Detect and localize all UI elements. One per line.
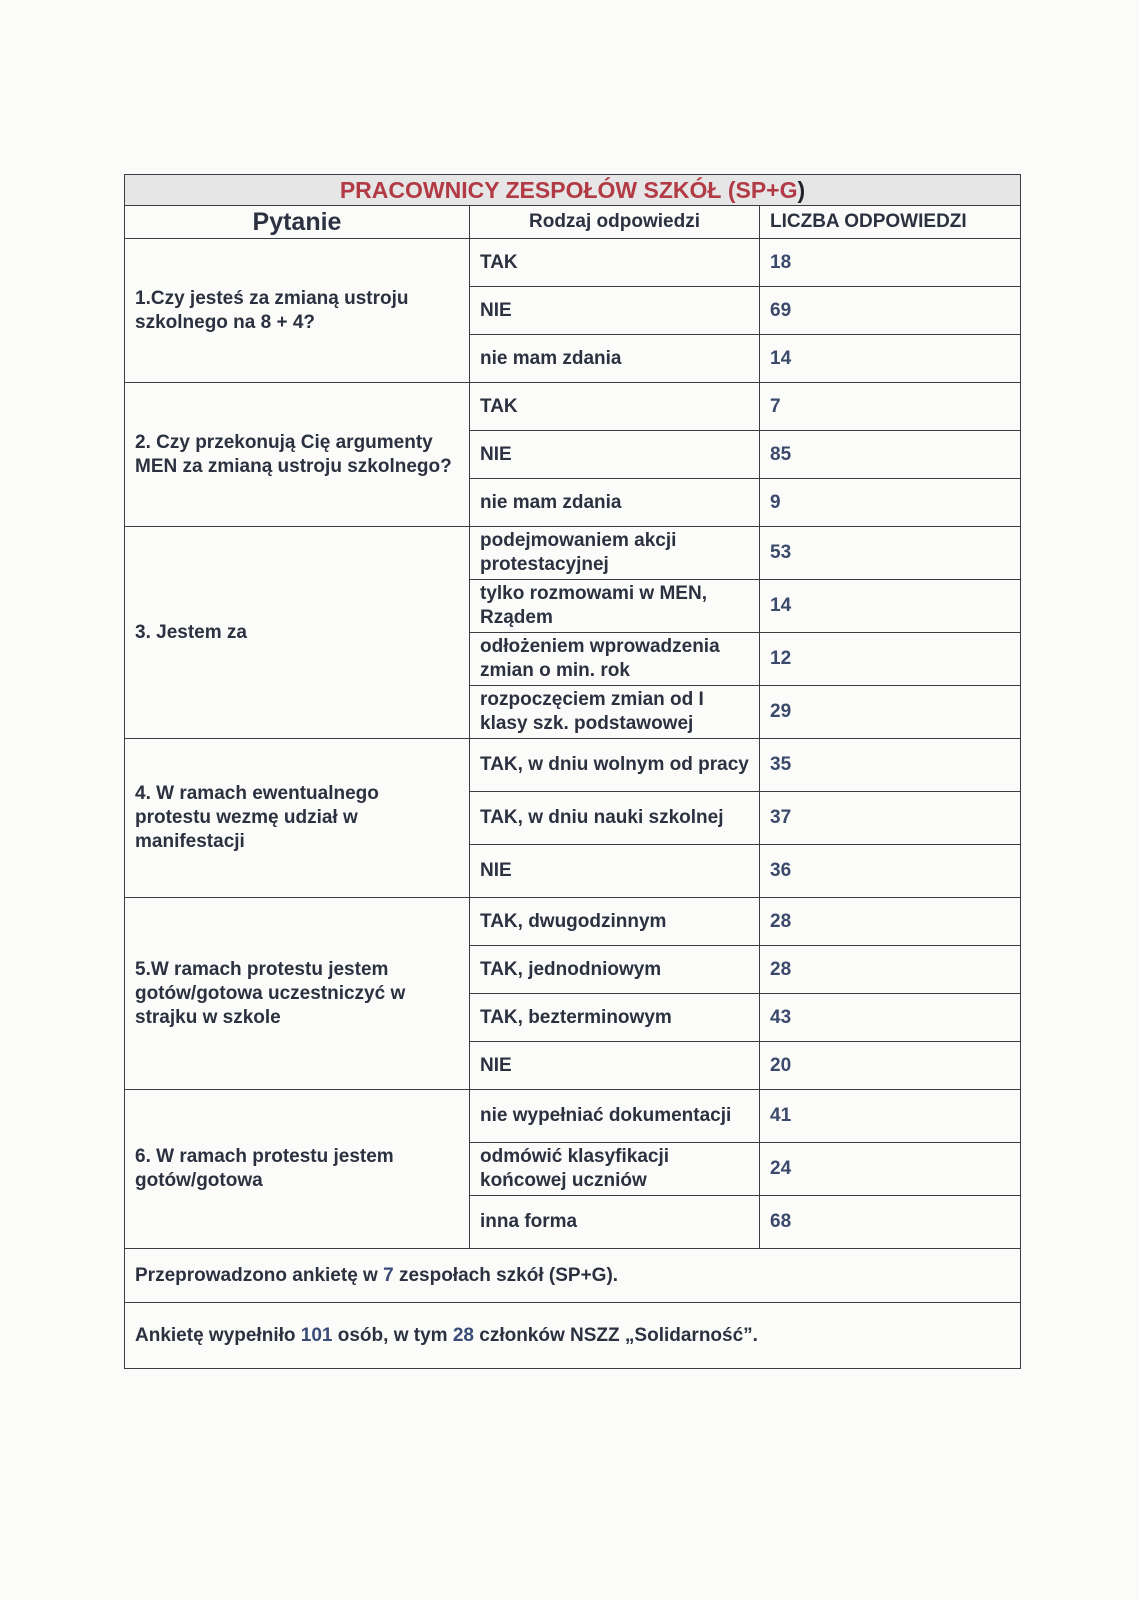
- footer-row-schools: [125, 1249, 1021, 1303]
- answer-count: 28: [760, 946, 1021, 994]
- answer-count: 14: [760, 580, 1021, 633]
- answer-label: odłożeniem wprowadzenia zmian o min. rok: [470, 633, 760, 686]
- answer-label: NIE: [470, 431, 760, 479]
- footer-respondents-text-a: Ankietę wypełniło: [135, 1324, 301, 1346]
- answer-count: 28: [760, 898, 1021, 946]
- question-2: 2. Czy przekonują Cię argumenty MEN za zmianą ustroju szkolnego?: [125, 383, 470, 527]
- question-6: 6. W ramach protestu jestem gotów/gotowa: [125, 1090, 470, 1249]
- answer-count: 24: [760, 1143, 1021, 1196]
- footer-respondents-text-c: członków NSZZ „Solidarność”.: [473, 1324, 758, 1346]
- answer-label: NIE: [470, 287, 760, 335]
- answer-label: TAK: [470, 383, 760, 431]
- answer-count: 29: [760, 686, 1021, 739]
- question-4: 4. W ramach ewentualnego protestu wezmę udział w manifestacji: [125, 739, 470, 898]
- answer-label: inna forma: [470, 1196, 760, 1249]
- answer-label: TAK, w dniu nauki szkolnej: [470, 792, 760, 845]
- survey-table: [124, 174, 1021, 1369]
- footer-respondents-text-b: osób, w tym: [332, 1324, 453, 1346]
- answer-count: 68: [760, 1196, 1021, 1249]
- answer-label: NIE: [470, 845, 760, 898]
- footer-schools-text-b: zespołach szkół (SP+G).: [393, 1264, 619, 1286]
- table-row: [125, 1090, 1021, 1143]
- table-row: [125, 898, 1021, 946]
- answer-label: TAK, jednodniowym: [470, 946, 760, 994]
- table-row: [125, 527, 1021, 580]
- answer-label: nie mam zdania: [470, 335, 760, 383]
- footer-respondents-total: 101: [300, 1324, 333, 1346]
- survey-sheet: [124, 174, 1020, 1369]
- footer-row-respondents: [125, 1303, 1021, 1369]
- footer-schools-count: 7: [383, 1264, 394, 1286]
- title-row: [125, 175, 1021, 206]
- answer-label: odmówić klasyfikacji końcowej uczniów: [470, 1143, 760, 1196]
- answer-count: 53: [760, 527, 1021, 580]
- answer-count: 36: [760, 845, 1021, 898]
- question-3: 3. Jestem za: [125, 527, 470, 739]
- answer-label: TAK, w dniu wolnym od pracy: [470, 739, 760, 792]
- header-question: Pytanie: [125, 206, 470, 239]
- answer-count: 85: [760, 431, 1021, 479]
- header-count: LICZBA ODPOWIEDZI: [760, 206, 1021, 239]
- answer-count: 37: [760, 792, 1021, 845]
- table-row: [125, 383, 1021, 431]
- answer-label: tylko rozmowami w MEN, Rządem: [470, 580, 760, 633]
- question-1: 1.Czy jesteś za zmianą ustroju szkolnego na 8 + 4?: [125, 239, 470, 383]
- table-row: [125, 739, 1021, 792]
- header-row: [125, 206, 1021, 239]
- footer-schools-note: [125, 1249, 1021, 1303]
- answer-count: 14: [760, 335, 1021, 383]
- table-title: [125, 175, 1021, 206]
- answer-count: 7: [760, 383, 1021, 431]
- table-title-close-paren: ): [797, 177, 806, 203]
- answer-count: 41: [760, 1090, 1021, 1143]
- answer-count: 35: [760, 739, 1021, 792]
- answer-count: 18: [760, 239, 1021, 287]
- footer-schools-text-a: Przeprowadzono ankietę w: [135, 1264, 384, 1286]
- answer-count: 20: [760, 1042, 1021, 1090]
- answer-count: 9: [760, 479, 1021, 527]
- table-row: [125, 239, 1021, 287]
- answer-count: 69: [760, 287, 1021, 335]
- footer-members-count: 28: [452, 1324, 474, 1346]
- answer-count: 12: [760, 633, 1021, 686]
- answer-label: NIE: [470, 1042, 760, 1090]
- question-5: 5.W ramach protestu jestem gotów/gotowa uczestniczyć w strajku w szkole: [125, 898, 470, 1090]
- answer-label: nie wypełniać dokumentacji: [470, 1090, 760, 1143]
- answer-count: 43: [760, 994, 1021, 1042]
- answer-label: nie mam zdania: [470, 479, 760, 527]
- footer-respondents-note: [125, 1303, 1021, 1369]
- answer-label: TAK, dwugodzinnym: [470, 898, 760, 946]
- header-answer-type: Rodzaj odpowiedzi: [470, 206, 760, 239]
- answer-label: TAK: [470, 239, 760, 287]
- answer-label: podejmowaniem akcji protestacyjnej: [470, 527, 760, 580]
- answer-label: TAK, bezterminowym: [470, 994, 760, 1042]
- answer-label: rozpoczęciem zmian od I klasy szk. podstawowej: [470, 686, 760, 739]
- table-title-text: PRACOWNICY ZESPOŁÓW SZKÓŁ (SP+G: [339, 177, 798, 203]
